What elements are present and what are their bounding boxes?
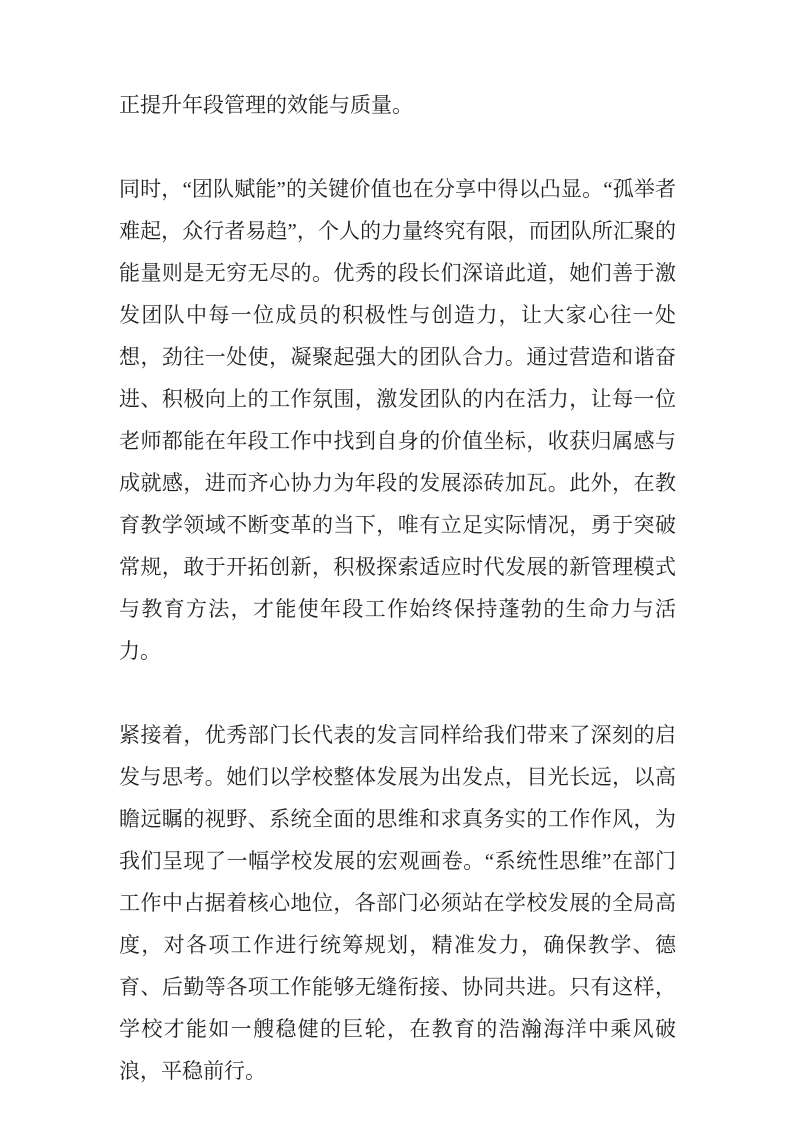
paragraph-continuation: 正提升年段管理的效能与质量。	[119, 93, 413, 117]
document-body	[119, 84, 676, 1092]
paragraph-department-heads: 紧接着，优秀部门长代表的发言同样给我们带来了深刻的启发与思考。她们以学校整体发展为出发点，目光长远，以高瞻远瞩的视野、系统全面的思维和求真务实的工作作风，为我们呈现了一幅学校发展的宏观画卷。“系统性思维”在部门工作中占据着核心地位，各部门必须站在学校发展的全局高度，对各项工作进行统筹规划，精准发力，确保教学、德育、后勤等各项工作能够无缝衔接、协同共进。只有这样，学校才能如一艘稳健的巨轮，在教育的浩瀚海洋中乘风破浪，平稳前行。	[119, 723, 676, 1083]
paragraph-team-empowerment: 同时，“团队赋能”的关键价值也在分享中得以凸显。“孤举者难起，众行者易趋”，个人的力量终究有限，而团队所汇聚的能量则是无穷无尽的。优秀的段长们深谙此道，她们善于激发团队中每一位成员的积极性与创造力，让大家心往一处想，劲往一处使，凝聚起强大的团队合力。通过营造和谐奋进、积极向上的工作氛围，激发团队的内在活力，让每一位老师都能在年段工作中找到自身的价值坐标，收获归属感与成就感，进而齐心协力为年段的发展添砖加瓦。此外，在教育教学领域不断变革的当下，唯有立足实际情况，勇于突破常规，敢于开拓创新，积极探索适应时代发展的新管理模式与教育方法，才能使年段工作始终保持蓬勃的生命力与活力。	[119, 177, 676, 663]
